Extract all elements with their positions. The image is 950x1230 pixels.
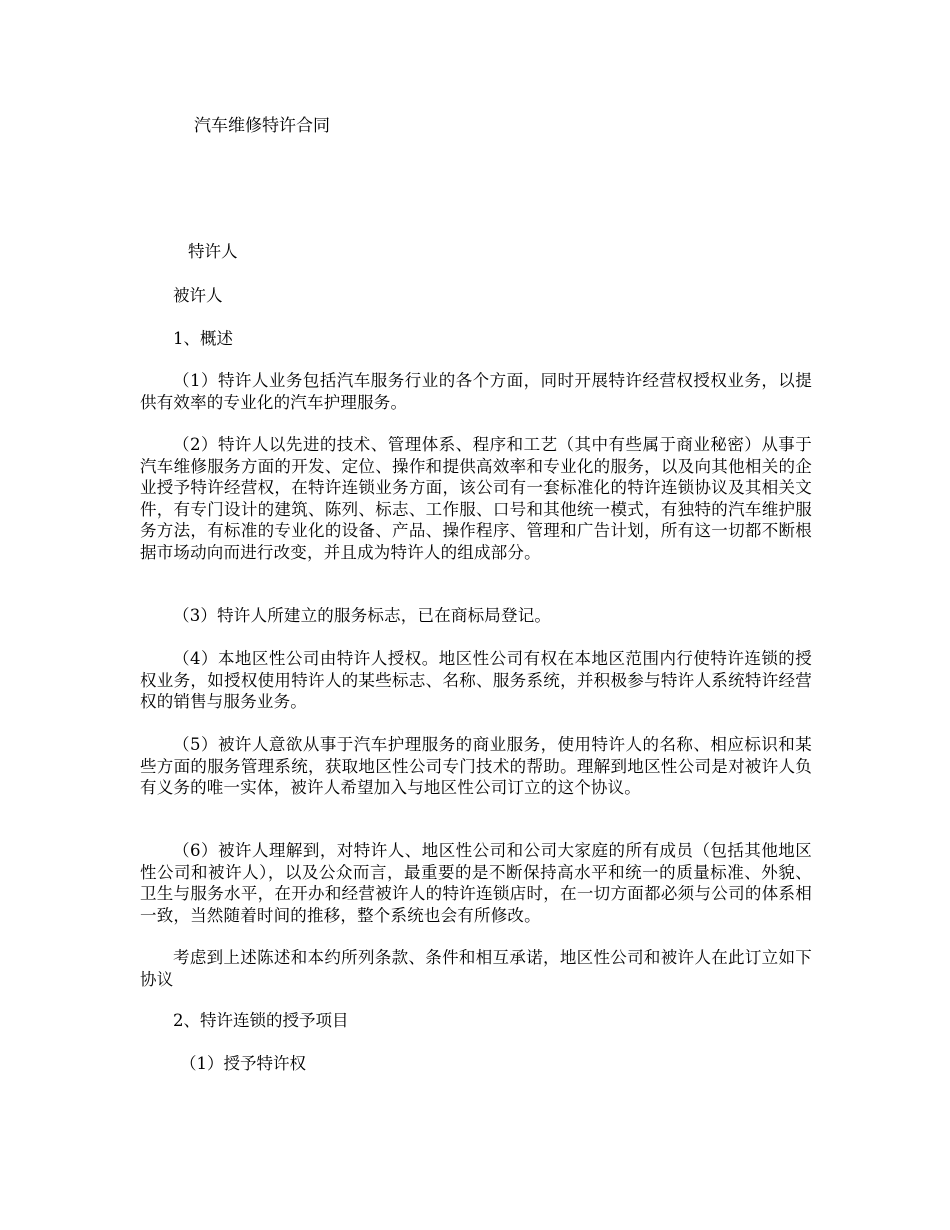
paragraph-1-6: （6）被许人理解到，对特许人、地区性公司和公司大家庭的所有成员（包括其他地区性公司和被许人），以及公众而言，最重要的是不断保持高水平和统一的质量标准、外貌、卫生与服务水平，在开办和经营被许人的特许连锁店时，在一切方面都必须与公司的体系相一致，当然随着时间的推移，整个系统也会有所修改。 bbox=[140, 841, 812, 925]
paragraph-1-3: （3）特许人所建立的服务标志，已在商标局登记。 bbox=[173, 606, 552, 625]
section-2-item-1: （1）授予特许权 bbox=[180, 1054, 306, 1073]
paragraph-1-5: （5）被许人意欲从事于汽车护理服务的商业服务，使用特许人的名称、相应标识和某些方面的服务管理系统，获取地区性公司专门技术的帮助。理解到地区性公司是对被许人负有义务的唯一实体，被许人希望加入与地区性公司订立的这个协议。 bbox=[140, 735, 812, 797]
paragraph-agreement: 考虑到上述陈述和本约所列条款、条件和相互承诺，地区性公司和被许人在此订立如下协议 bbox=[140, 948, 812, 989]
section-1-heading: 1、概述 bbox=[173, 329, 233, 348]
paragraph-1-4: （4）本地区性公司由特许人授权。地区性公司有权在本地区范围内行使特许连锁的授权业务，如授权使用特许人的某些标志、名称、服务系统，并积极参与特许人系统特许经营权的销售与服务业务。 bbox=[140, 649, 812, 711]
document-title: 汽车维修特许合同 bbox=[194, 116, 330, 136]
paragraph-1-1: （1）特许人业务包括汽车服务行业的各个方面，同时开展特许经营权授权业务，以提供有效率的专业化的汽车护理服务。 bbox=[140, 371, 812, 412]
franchisor-label: 特许人 bbox=[188, 242, 238, 261]
franchisee-label: 被许人 bbox=[173, 286, 223, 305]
paragraph-1-2: （2）特许人以先进的技术、管理体系、程序和工艺（其中有些属于商业秘密）从事于汽车维修服务方面的开发、定位、操作和提供高效率和专业化的服务，以及向其他相关的企业授予特许经营权，在特许连锁业务方面，该公司有一套标准化的特许连锁协议及其相关文件，有专门设计的建筑、陈列、标志、工作服、口号和其他统一模式，有独特的汽车维护服务方法，有标准的专业化的设备、产品、操作程序、管理和广告计划，所有这一切都不断根据市场动向而进行改变，并且成为特许人的组成部分。 bbox=[140, 435, 812, 562]
section-2-heading: 2、特许连锁的授予项目 bbox=[173, 1011, 349, 1030]
